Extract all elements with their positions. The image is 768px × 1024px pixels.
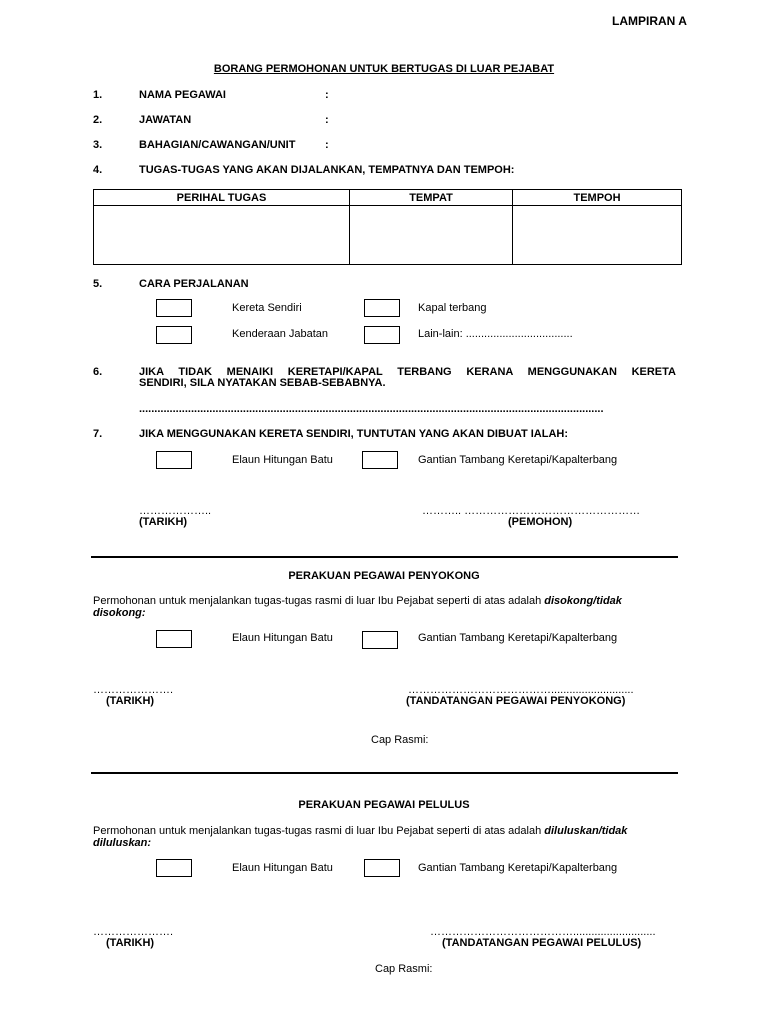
item-1-colon: :: [325, 89, 329, 101]
own-car-checkbox[interactable]: [156, 299, 192, 317]
col-header-place: TEMPAT: [350, 190, 513, 206]
task-place-cell[interactable]: [350, 206, 513, 265]
approve-fare-checkbox[interactable]: [364, 859, 400, 877]
support-fare-label: Gantian Tambang Keretapi/Kapalterbang: [418, 632, 618, 644]
support-fare-checkbox[interactable]: [362, 631, 398, 649]
approve-signature-line[interactable]: …………………………………...........................: [430, 926, 656, 938]
form-title: BORANG PERMOHONAN UNTUK BERTUGAS DI LUAR PEJABAT: [213, 63, 555, 75]
division-field[interactable]: [340, 136, 670, 152]
applicant-date-line[interactable]: ………………..: [139, 505, 212, 517]
col-header-task: PERIHAL TUGAS: [94, 190, 350, 206]
task-table: [93, 189, 682, 265]
approve-statement-text: Permohonan untuk menjalankan tugas-tugas rasmi di luar Ibu Pejabat seperti di atas adalah: [93, 825, 545, 837]
item-4-number: 4.: [93, 164, 103, 176]
item-3-number: 3.: [93, 139, 103, 151]
reason-dotted-line[interactable]: ........................................................................................................................................................: [139, 403, 604, 415]
others-checkbox[interactable]: [364, 326, 400, 344]
applicant-signature-line[interactable]: ……….. …………………………………………: [422, 505, 641, 517]
approve-signature-label: (TANDATANGAN PEGAWAI PELULUS): [442, 937, 642, 949]
department-vehicle-checkbox[interactable]: [156, 326, 192, 344]
task-description-cell[interactable]: [94, 206, 350, 265]
item-2-number: 2.: [93, 114, 103, 126]
others-label: Lain-lain: ...................................: [418, 328, 573, 340]
support-statement-text: Permohonan untuk menjalankan tugas-tugas rasmi di luar Ibu Pejabat seperti di atas adalah: [93, 595, 545, 607]
airplane-label: Kapal terbang: [418, 302, 487, 314]
item-5-label: CARA PERJALANAN: [139, 278, 249, 290]
item-6-text-line-1: JIKA TIDAK MENAIKI KERETAPI/KAPAL TERBANG KERANA MENGGUNAKAN KERETA: [139, 366, 676, 378]
position-field[interactable]: [340, 111, 670, 127]
mileage-allowance-label: Elaun Hitungan Batu: [232, 454, 333, 466]
support-choice: disokong/tidak: [544, 595, 622, 607]
support-date-label: (TARIKH): [106, 695, 155, 707]
item-3-label: BAHAGIAN/CAWANGAN/UNIT: [139, 139, 296, 151]
support-section-title: PERAKUAN PEGAWAI PENYOKONG: [288, 570, 480, 582]
item-5-number: 5.: [93, 278, 103, 290]
approve-stamp-label: Cap Rasmi:: [375, 963, 433, 975]
approve-fare-label: Gantian Tambang Keretapi/Kapalterbang: [418, 862, 618, 874]
divider-1: [91, 556, 678, 558]
item-2-colon: :: [325, 114, 329, 126]
approve-mileage-checkbox[interactable]: [156, 859, 192, 877]
approve-choice-cont: diluluskan:: [93, 837, 152, 849]
support-choice-cont: disokong:: [93, 607, 146, 619]
item-7-number: 7.: [93, 428, 103, 440]
support-date-line[interactable]: ………………….: [93, 684, 174, 696]
item-7-label: JIKA MENGGUNAKAN KERETA SENDIRI, TUNTUTAN YANG AKAN DIBUAT IALAH:: [139, 428, 568, 440]
airplane-checkbox[interactable]: [364, 299, 400, 317]
item-3-colon: :: [325, 139, 329, 151]
item-2-label: JAWATAN: [139, 114, 192, 126]
applicant-date-label: (TARIKH): [139, 516, 188, 528]
task-duration-cell[interactable]: [513, 206, 682, 265]
approve-section-title: PERAKUAN PEGAWAI PELULUS: [298, 799, 470, 811]
own-car-label: Kereta Sendiri: [232, 302, 302, 314]
department-vehicle-label: Kenderaan Jabatan: [232, 328, 329, 340]
approve-choice: diluluskan/tidak: [544, 825, 628, 837]
mileage-allowance-checkbox[interactable]: [156, 451, 192, 469]
divider-2: [91, 772, 678, 774]
approve-date-line[interactable]: ………………….: [93, 926, 174, 938]
item-1-label: NAMA PEGAWAI: [139, 89, 226, 101]
col-header-duration: TEMPOH: [513, 190, 682, 206]
support-signature-label: (TANDATANGAN PEGAWAI PENYOKONG): [406, 695, 626, 707]
name-field[interactable]: [340, 86, 670, 102]
support-signature-line[interactable]: …………………………………...........................: [408, 684, 634, 696]
fare-replacement-checkbox[interactable]: [362, 451, 398, 469]
item-6-number: 6.: [93, 366, 103, 378]
approve-statement: [93, 825, 627, 837]
support-mileage-checkbox[interactable]: [156, 630, 192, 648]
applicant-label: (PEMOHON): [508, 516, 573, 528]
item-6-text-line-2: SENDIRI, SILA NYATAKAN SEBAB-SEBABNYA.: [139, 377, 386, 389]
item-1-number: 1.: [93, 89, 103, 101]
item-4-label: TUGAS-TUGAS YANG AKAN DIJALANKAN, TEMPATNYA DAN TEMPOH:: [139, 164, 515, 176]
fare-replacement-label: Gantian Tambang Keretapi/Kapalterbang: [418, 454, 618, 466]
annex-label: LAMPIRAN A: [612, 14, 687, 28]
support-stamp-label: Cap Rasmi:: [371, 734, 429, 746]
support-statement: [93, 595, 622, 607]
approve-date-label: (TARIKH): [106, 937, 155, 949]
approve-mileage-label: Elaun Hitungan Batu: [232, 862, 333, 874]
support-mileage-label: Elaun Hitungan Batu: [232, 632, 333, 644]
